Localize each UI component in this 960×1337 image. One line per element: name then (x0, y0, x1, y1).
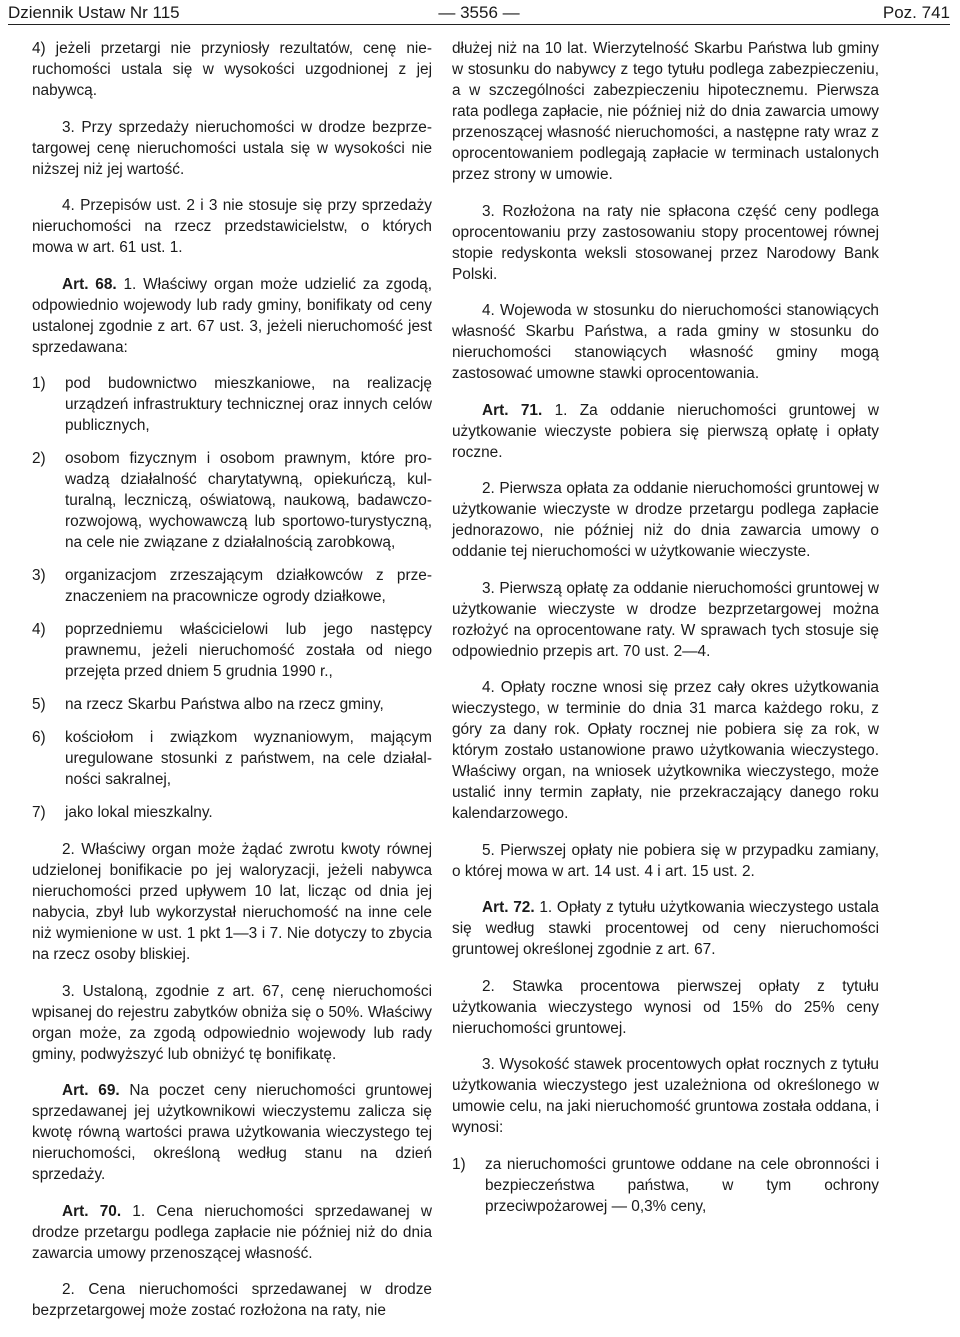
list-item (32, 619, 432, 682)
article-69 (32, 1080, 432, 1185)
article-text: 1. Za oddanie nieruchomości gruntowej w użytkowanie wieczyste pobiera się pierwszą opłatę i opłaty roczne. (452, 401, 879, 461)
paragraph: 3. Rozłożona na raty nie spłacona część ceny podlega oprocentowaniu przy zastosowaniu stopy procentowej równej stopie redyskonta weksli stosowanej przez Narodowy Bank Polski. (452, 202, 879, 283)
list-item (32, 802, 432, 823)
article-label: Art. 69. (62, 1082, 120, 1099)
position-number: Poz. 741 (882, 3, 950, 22)
list-text: organizacjom zrzeszającym działkowców z przeznaczeniem na pracownicze ogrody działkowe, (65, 567, 432, 605)
list-item (32, 727, 432, 790)
paragraph: 5. Pierwszej opłaty nie pobiera się w przypadku zamiany, o której mowa w art. 14 ust. 4 i art. 15 ust. 2. (452, 841, 879, 880)
list-text: pod budownictwo mieszkaniowe, na realizację urządzeń infrastruktury technicznej oraz innych celów publicznych, (65, 375, 432, 434)
list-text: na rzecz Skarbu Państwa albo na rzecz gminy, (65, 696, 384, 713)
rate-list (452, 1154, 879, 1217)
paragraph: 2. Stawka procentowa pierwszej opłaty z tytułu użytkowania wieczystego wynosi od 15% do 25% ceny nieruchomości gruntowej. (452, 977, 879, 1037)
list-number: 5) (32, 696, 46, 713)
list-text: poprzedniemu właścicielowi lub jego następcy prawnemu, jeżeli nieruchomość została od niego przejęta przed dniem 5 grudnia 1990 r., (65, 621, 432, 680)
paragraph: 2. Pierwsza opłata za oddanie nieruchomości gruntowej w użytkowanie wieczyste w drodze przetargu podlega zapłacie jednorazowo, nie później niż do dnia zawarcia umowy o oddanie tej nieruchomości w użytkowanie wieczyste. (452, 480, 879, 560)
list-text: jako lokal mieszkalny. (65, 804, 213, 821)
page-number: — 3556 — (438, 3, 520, 22)
paragraph: 3. Przy sprzedaży nieruchomości w drodze bezprzetargowej cenę nieruchomości ustala się w wysokości nie niższej niż jej wartość. (32, 118, 432, 178)
list-item (452, 1154, 879, 1217)
list-text: kościołom i związkom wyznaniowym, mającym uregulowane stosunki z państwem, na cele działalności sakralnej, (65, 729, 432, 788)
article-68 (32, 274, 432, 358)
article-label: Art. 71. (482, 401, 543, 419)
paragraph: 3. Pierwszą opłatę za oddanie nieruchomości gruntowej w użytkowanie wieczyste w drodze bezprzetargowej można rozłożyć na oprocentowane raty. W sprawach tych stosuje się odpowiednio przepis art. 70 ust. 2—4. (452, 579, 879, 660)
list-text: osobom fizycznym i osobom prawnym, które prowadzą działalność charytatywną, opiekuńczą, kulturalną, leczniczą, oświatową, naukową, badawczo-rozwojową, wychowawczą lub sportowo-turystyczną, na cele nie związane z działalnością zarobkową, (65, 450, 432, 551)
page-header (8, 2, 950, 30)
paragraph: dłużej niż na 10 lat. Wierzytelność Skarbu Państwa lub gminy w stosunku do nabywcy z tego tytułu podlega zabezpieczeniu, a w szczególności zabezpieczeniu hipotecznemu. Pierwsza rata podlega zapłacie, nie później niż do dnia zawarcia umowy przenoszącej własność nieruchomości, a następne raty wraz z oprocentowaniem podlegają zapłacie w terminach ustalonych przez strony w umowie. (452, 40, 879, 183)
paragraph: 4. Opłaty roczne wnosi się przez cały okres użytkowania wieczystego, w terminie do dnia 31 marca każdego roku, z góry za dany rok. Opłaty rocznej nie pobiera się za rok, w którym zostało ustanowione prawo użytkowania wieczystego. Właściwy organ, na wniosek użytkownika wieczystego, może ustalić inny termin zapłaty, nie przekraczający danego roku kalendarzowego. (452, 679, 879, 822)
paragraph: 3. Wysokość stawek procentowych opłat rocznych z tytułu użytkowania wieczystego jest uzależniona od określonego w umowie celu, na jaki nieruchomość gruntowa została oddana, i wynosi: (452, 1056, 879, 1136)
list-number: 7) (32, 804, 46, 821)
paragraph: 4) jeżeli przetargi nie przyniosły rezultatów, cenę nieruchomości ustala się w wysokości uzgodnionej z jej nabywcą. (32, 40, 432, 99)
list-item (32, 373, 432, 436)
paragraph: 4. Wojewoda w stosunku do nieruchomości stanowiących własność Skarbu Państwa, a rada gminy w stosunku do nieruchomości stanowiących własność gminy mogą zastosować umowne stawki oprocentowania. (452, 302, 879, 382)
list-number: 4) (32, 621, 46, 638)
list-item (32, 565, 432, 607)
article-label: Art. 70. (62, 1202, 122, 1220)
article-71 (452, 400, 879, 463)
article-72 (452, 897, 879, 960)
list-item (32, 448, 432, 553)
list-text: za nieruchomości gruntowe oddane na cele obronności i bezpieczeństwa państwa, w tym ochrony przeciwpożarowej — 0,3% ceny, (485, 1155, 879, 1215)
list-number: 2) (32, 450, 46, 467)
bonus-list (32, 373, 432, 823)
paragraph: 2. Właściwy organ może żądać zwrotu kwoty równej udzielonej bonifikacie po jej waloryzacji, jeżeli nabywca nieruchomości przed upływem 10 lat, licząc od dnia jej nabycia, zbył lub wykorzystał nieruchomość na inne cele niż wymienione w ust. 1 pkt 1—3 i 7. Nie dotyczy to zbycia na rzecz osoby bliskiej. (32, 841, 432, 963)
article-label: Art. 72. (482, 899, 535, 916)
journal-title: Dziennik Ustaw Nr 115 (8, 3, 180, 22)
article-text: Na poczet ceny nieruchomości gruntowej sprzedawanej jej użytkownikowi wieczystemu zalicza się kwotę równą wartości prawa użytkowania wieczystego tej nieruchomości, określoną według stanu na dzień sprzedaży. (32, 1082, 432, 1183)
header-rule (8, 24, 950, 25)
list-item (32, 694, 432, 715)
article-70 (32, 1201, 432, 1264)
paragraph: 2. Cena nieruchomości sprzedawanej w drodze bezprzetargowej może zostać rozłożona na raty, nie (32, 1281, 432, 1319)
list-number: 1) (32, 375, 46, 392)
left-column (32, 38, 432, 1337)
article-label: Art. 68. (62, 275, 117, 293)
paragraph: 3. Ustaloną, zgodnie z art. 67, cenę nieruchomości wpisanej do rejestru zabytków obniża się o 50%. Właściwy organ może, za zgodą odpowiednio wojewody lub rady gminy, podwyższyć lub obniżyć tę bonifikatę. (32, 982, 432, 1063)
article-text: 1. Opłaty z tytułu użytkowania wieczystego ustala się według stawki procentowej od ceny nieruchomości gruntowej określonej zgodnie z art. 67. (452, 899, 879, 958)
article-text: 1. Właściwy organ może udzielić za zgodą, odpowiednio wojewody lub rady gminy, bonifikaty od ceny ustalonej zgodnie z art. 67 ust. 3, jeżeli nieruchomość jest sprzedawana: (32, 275, 432, 356)
article-text: 1. Cena nieruchomości sprzedawanej w drodze przetargu podlega zapłacie nie później niż do dnia zawarcia umowy przenoszącej własność. (32, 1202, 432, 1262)
list-number: 3) (32, 567, 46, 584)
right-column (452, 38, 879, 1229)
list-number: 1) (452, 1155, 466, 1173)
paragraph: 4. Przepisów ust. 2 i 3 nie stosuje się przy sprzedaży nieruchomości na rzecz przedstawicielstw, o których mowa w art. 61 ust. 1. (32, 197, 432, 256)
list-number: 6) (32, 729, 46, 746)
